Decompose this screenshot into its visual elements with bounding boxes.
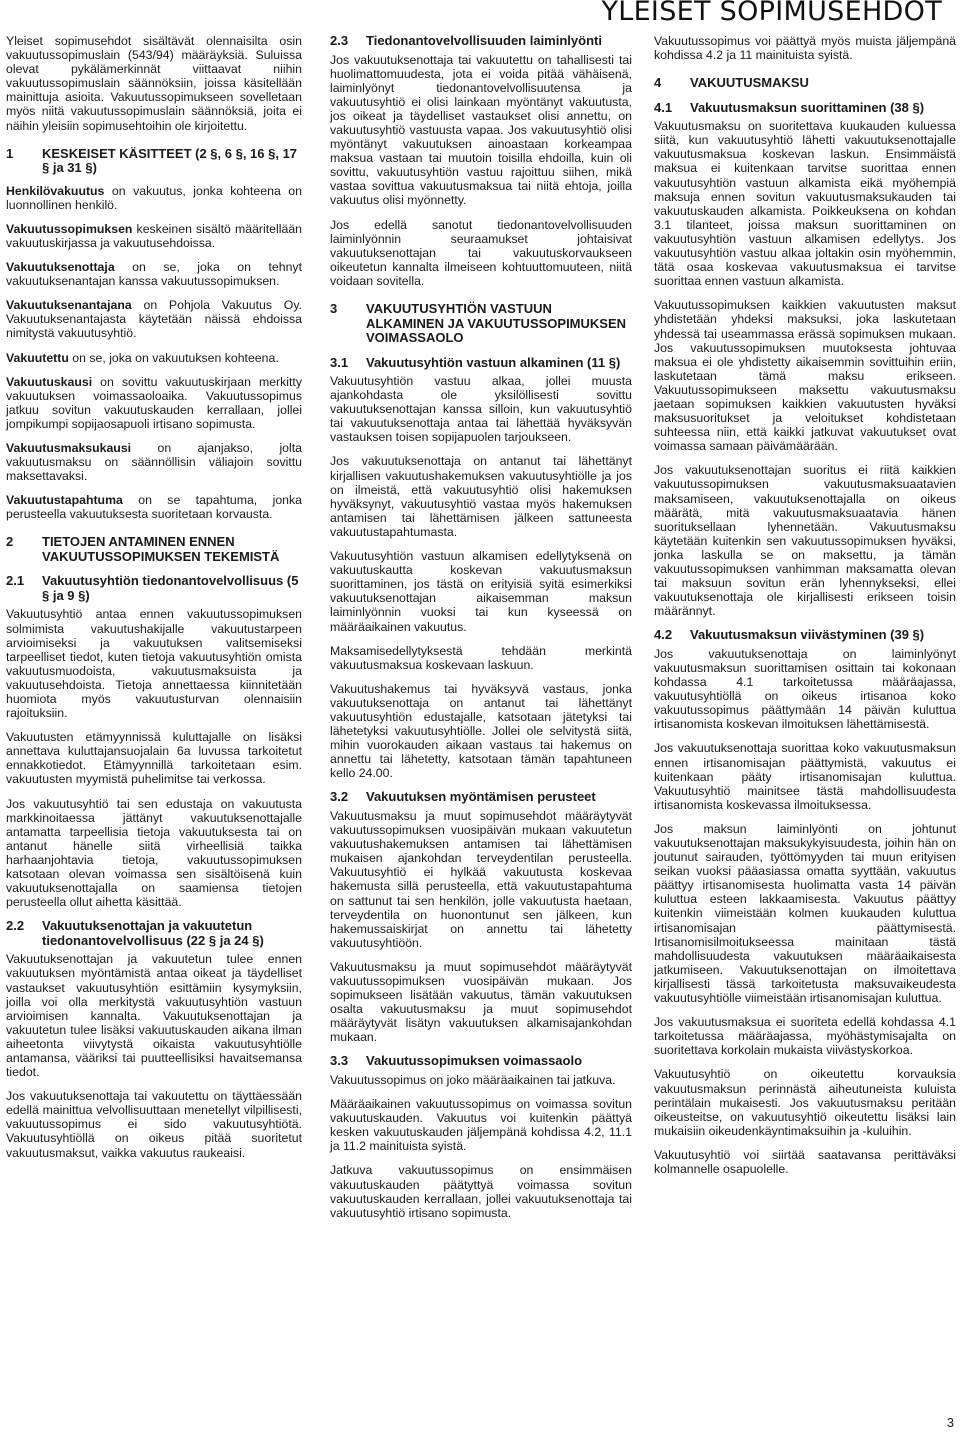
paragraph: Jos vakuutusyhtiö tai sen edustaja on vakuutusta markkinoitaessa jättänyt vakuutuksenottajalle antamatta tarpeellisia tietoja vakuutuksesta tai on antanut hänelle siitä virheellisiä taikka harhaanjohtavia tietoja, vakuutussopimuksen katsotaan olevan voimassa sen sisältöisenä kuin vakuutuksenottajalla on saamiensa tietojen perusteella ollut aihetta käsittää. [6,796,302,910]
subsection-number: 2.3 [330,33,349,48]
definition-vakuutussopimuksen [6,222,302,250]
paragraph: Vakuutusyhtiö antaa ennen vakuutussopimuksen solmimista vakuutushakijalle vakuutustarpeen arvioimiseksi ja vakuutuksen valitsemiseksi tarpeelliset tiedot, kuten tietoja vakuutusyhtiön omista vakuutusmuodoista, vakuutusmaksuista ja vakuutusehdoista. Tietoja annettaessa kiinnitetään huomiota myös vakuutusturvan olennaisiin rajoituksiin. [6,607,302,721]
section-number: 4 [654,75,662,91]
paragraph: Jatkuva vakuutussopimus on ensimmäisen vakuutuskauden päätyttyä voimassa sovitun vakuutuskauden kerrallaan, jollei vakuutuksenottaja tai vakuutusyhtiö irtisano sopimusta. [330,1163,632,1220]
definition-text: on sovittu vakuutuskirjaan merkitty vakuutuksen voimassaoloaika. Vakuutussopimus jatkuu sovitun vakuutuskauden kerrallaan, jollei jompikumpi sopijaosapuoli irtisano sopimusta. [6,374,302,431]
subsection-heading-3-3 [330,1054,632,1069]
subsection-number: 2.1 [6,573,25,589]
paragraph: Määräaikainen vakuutussopimus on voimassa sovitun vakuutuskauden. Vakuutus voi kuitenkin päättyä kesken vakuutuskauden jäljempänä kohdissa 4.2, 11.1 ja 11.2 mainituista syistä. [330,1097,632,1154]
paragraph: Vakuutussopimuksen kaikkien vakuutusten maksut yhdistetään yhdeksi maksuksi, joka laskutetaan yhdessä tai useammassa erässä sopimuksen mukaan. Jos vakuutussopimuksen muutoksesta johtuvaa maksua ei ole yhdistetty aikaisemmin sovittuihin eriin, laskutetaan tämä maksu erikseen. Vakuutussopimukseen maksettu vakuutusmaksu jaetaan sopimuksen kaikkien vakuutusten hyväksi maksusuoritukset ja veloitukset kohdistetaan suhteessa niin, että kaikki jatkuvat vakuutukset ovat voimassa samaan päivämäärään. [654,298,956,454]
subsection-title: Vakuutussopimuksen voimassaolo [366,1053,583,1069]
term: Vakuutusmaksukausi [6,440,132,455]
paragraph: Vakuutusmaksu on suoritettava kuukauden kuluessa siitä, kun vakuutusyhtiö lähetti vakuutuksenottajalle vakuutusmaksua koskevan laskun. Ensimmäistä maksua ei kuitenkaan tarvitse suorittaa ennen vakuutusyhtiön vastuun alkamista eikä myöhempiä maksuja ennen sovitun vakuutusmaksukauden tai vakuutuskauden alkamista. Poikkeuksena on kohdan 3.1 tilanteet, joissa maksun suorittaminen on vakuutusyhtiön vastuun alkamisen edellytys. Jos vakuutusyhtiön vastuu alkaa joltakin osin myöhemmin, tätä osaa koskevaa vakuutusmaksua ei tarvitse suorittaa ennen vastuun alkamista. [654,119,956,289]
term: Vakuutuskausi [6,374,93,389]
definition-vakuutettu [6,351,302,365]
paragraph: Jos vakuutuksenottaja on antanut tai lähettänyt kirjallisen vakuutushakemuksen vakuutusyhtiölle ja jos on ilmeistä, että vakuutusyhtiö olisi hakemuksen hyväksynyt, vakuutusyhtiö vastaa myös hakemuksen antamisen tai lähettämisen jälkeen sattuneesta vakuutustapahtumasta. [330,454,632,539]
term: Vakuutuksenantajana [6,298,132,313]
subsection-title: Vakuutusyhtiön tiedonantovelvollisuus (5 § ja 9 §) [42,573,299,603]
paragraph: Vakuutusmaksu ja muut sopimusehdot määräytyvät vakuutussopimuksen vuosipäivän mukaan. Jos sopimukseen lisätään vakuutus, tämän vakuutuksen osalta vakuutusmaksu ja muut sopimusehdot määräytyvät lisätyn vakuutuksen alkamisajankohdan mukaan. [330,959,632,1045]
section-heading-4 [654,76,956,91]
section-heading-3 [330,302,632,346]
paragraph: Vakuutussopimus on joko määräaikainen tai jatkuva. [330,1072,616,1087]
paragraph: Jos vakuutuksenottaja on laiminlyönyt vakuutusmaksun suorittamisen osittain tai kokonaan kohdassa 4.1 tarkoitetussa määräajassa, vakuutusyhtiöllä on oikeus irtisanoa koko vakuutussopimus päättymään 14 päivän kuluttua irtisanomista koskevan ilmoituksen lähettämisestä. [654,646,956,732]
column-2 [330,34,632,1230]
subsection-heading-2-1 [6,574,302,603]
definition-text: on se tapahtuma, jonka perusteella vakuutuksesta suoritetaan korvausta. [6,493,302,522]
paragraph: Vakuutusyhtiö on oikeutettu korvauksia vakuutusmaksun perinnästä aiheutuneista kuluista perintälain mukaisesti. Jos vakuutusmaksu peritään oikeusteitse, on vakuutusyhtiö oikeutettu lisäksi lain mukaisiin oikeudenkäyntimaksuihin ja -kuluihin. [654,1067,956,1138]
definition-vakuutustapahtuma [6,493,302,521]
paragraph: Jos vakuutuksenottaja suorittaa koko vakuutusmaksun ennen irtisanomisajan päättymistä, vakuutus ei kuitenkaan pääty irtisanomisajan kuluttua. Vakuutusyhtiö mainitsee tästä mahdollisuudesta irtisanomista koskevassa ilmoituksessa. [654,741,956,812]
term: Vakuutettu [6,350,69,365]
paragraph: Vakuutusten etämyynnissä kuluttajalle on lisäksi annettava kuluttajansuojalain 6a luvussa tarkoitetut ennakkotiedot. Etämyynnillä tarkoitetaan esim. vakuutusten myymistä puhelimitse tai verkossa. [6,730,302,787]
paragraph: Jos vakuutuksenottaja tai vakuutettu on täyttäessään edellä mainittua velvollisuuttaan menetellyt vilpillisesti, vakuutussopimus ei sido vakuutusyhtiötä. Vakuutusyhtiöllä on oikeus pitää suoritetut vakuutusmaksut, vaikka vakuutus raukeaisi. [6,1089,302,1160]
section-title: TIETOJEN ANTAMINEN ENNEN VAKUUTUSSOPIMUKSEN TEKEMISTÄ [42,534,280,564]
page-number: 3 [946,1415,954,1430]
paragraph: Jos maksun laiminlyönti on johtunut vakuutuksenottajan maksukykyisuudesta, joihin hän on joutunut sairauden, työttömyyden tai muun erityisen seikan vuoksi pääasiassa omatta syyttään, vakuutus päättyy irtisanomisesta huolimatta vasta 14 päivän kuluttua esteen lakkaamisesta. Vakuutus päättyy kuitenkin viimeistään kolmen kuukauden kuluttua irtisanomisajan päättymisestä. Irtisanomisilmoitukseessa mainitaan tästä mahdollisuudesta vakuutuksen määräaikaisesta jatkumiseen. Vakuutuksenottajan on ilmoitettava kirjallisesti tässä tarkoitetusta maksuvaikeudesta vakuutusyhtiölle viimeistään irtisanomisajan kuluttua. [654,821,956,1006]
subsection-title: Vakuutusmaksun viivästyminen (39 §) [690,627,925,643]
column-3 [654,34,956,1186]
subsection-heading-4-1 [654,101,956,116]
section-title: KESKEISET KÄSITTEET (2 §, 6 §, 16 §, 17 § ja 31 §) [42,145,298,176]
paragraph: Vakuutusyhtiö voi siirtää saatavansa perittäväksi kolmannelle osapuolelle. [654,1147,956,1176]
subsection-heading-3-1 [330,356,632,371]
paragraph: Maksamisedellytyksestä tehdään merkintä vakuutusmaksua koskevaan laskuun. [330,643,632,672]
page-title: YLEISET SOPIMUSEHDOT [601,0,942,27]
subsection-title: Vakuutusyhtiön vastuun alkaminen (11 §) [366,354,621,370]
definition-vakuutuskausi [6,375,302,431]
paragraph: Jos vakuutuksenottajan suoritus ei riitä kaikkien vakuutussopimuksen vakuutusmaksuaatavien maksamiseen, vakuutuksenottajalla on oikeus määrätä, mitä vakuutusmaksuaatavia hänen suorituksellaan lyhennetään. Vakuutusmaksu käytetään kuitenkin sen vakuutussopimuksen hyväksi, jonka laskulla se on maksettu, ja tämän vakuutussopimuksen vanhimman maksamatta olevan tai maksuun sovitun erän lyhennykseksi, ellei vakuutuksenottaja ole kirjallisesti erikseen toisin määrännyt. [654,463,956,619]
section-number: 1 [6,145,14,161]
paragraph: Jos vakuutusmaksua ei suoriteta edellä kohdassa 4.1 tarkoitetussa määräajassa, myöhästymisajalta on suoritettava korkolain mukaista viivästyskorkoa. [654,1015,956,1058]
section-title: VAKUUTUSYHTIÖN VASTUUN ALKAMINEN JA VAKUUTUSSOPIMUKSEN VOIMASSAOLO [366,301,627,345]
subsection-number: 4.2 [654,627,673,643]
definition-vakuutusmaksukausi [6,441,302,483]
subsection-heading-2-2 [6,919,302,948]
subsection-heading-2-3 [330,34,632,49]
definition-text: keskeinen sisältö määritellään vakuutuskirjassa ja vakuutusehdoissa. [6,221,302,250]
section-number: 2 [6,534,14,550]
subsection-number: 2.2 [6,918,25,934]
term: Henkilövakuutus [6,183,105,198]
definition-text: on vakuutus, jonka kohteena on luonnollinen henkilö. [6,183,302,212]
subsection-heading-3-2 [330,790,632,805]
definition-henkilovakuutus [6,184,302,212]
section-heading-2 [6,535,302,564]
paragraph: Vakuutusyhtiön vastuun alkamisen edellytyksenä on vakuutuskautta koskevan vakuutusmaksun suorittaminen, jos tästä on erityisiä syitä esimerkiksi vakuutuksenottajan aikaisemman maksun laiminlyönnin vuoksi tai kun kyseessä on määräaikainen vakuutus. [330,549,632,634]
paragraph: Vakuutussopimus voi päättyä myös muista jäljempänä kohdissa 4.2 ja 11 mainituista syistä. [654,34,956,63]
subsection-title: Vakuutuksen myöntämisen perusteet [366,789,596,805]
definition-text: on ajanjakso, jolta vakuutusmaksu on säännöllisin väliajoin sovittu maksettavaksi. [6,440,302,484]
section-title: VAKUUTUSMAKSU [690,75,809,91]
term: Vakuutuksenottaja [6,260,115,275]
subsection-heading-4-2 [654,628,956,643]
paragraph: Vakuutusmaksu ja muut sopimusehdot määräytyvät vakuutussopimuksen vuosipäivän mukaan vakuutetun vakuutushakemuksen antamisen tai lähettämisen mukaisen ajankohdan terveydentilan perusteella. Vakuutusyhtiö ei hylkää vakuutusta koskevaa hakemusta sillä perusteella, että vakuutustapahtuma on sattunut tai sen henkilön, jolle vakuutusta haetaan, terveydentila on huonontunut sen jälkeen, kun hakemussaiskirjat on annettu tai lähetetty vakuutusyhtiöön. [330,808,632,950]
paragraph: Jos edellä sanotut tiedonantovelvollisuuden laiminlyönnin seuraamukset johtaisivat vakuutuksenottajan tai vakuutuskorvaukseen oikeutetun kannalta ilmeiseen kohtuuttomuuteen, niitä voidaan sovitella. [330,217,632,288]
intro-paragraph: Yleiset sopimusehdot sisältävät olennaisilta osin vakuutussopimuslain (543/94) määräyksiä. Suluissa olevat pykälämerkinnät viittaavat niihin vakuutussopimuslain säännöksiin, joissa käsitellään mainittuja asioita. Vakuutussopimukseen sovelletaan myös niitä vakuutussopimuslain säännöksiä, joita ei näihin yleisiin sopimusehtoihin ole kirjoitettu. [6,34,302,133]
subsection-number: 3.2 [330,789,349,805]
subsection-title: Vakuutuksenottajan ja vakuutetun tiedonantovelvollisuus (22 § ja 24 §) [42,918,264,948]
term: Vakuutussopimuksen [6,221,133,236]
paragraph: Jos vakuutuksenottaja tai vakuutettu on tahallisesti tai huolimattomuudesta, jota ei voida pitää vähäisenä, laiminlyönyt tiedonantovelvollisuutensa ja vakuutusyhtiö ei olisi lainkaan myöntänyt vakuutusta, jos oikeat ja täydelliset vastaukset olisi annettu, on vakuutusyhtiö vastuusta vapaa. Jos vakuutusyhtiö olisi myöntänyt vakuutuksen ainoastaan korkeampaa maksua vastaan tai muutoin toisilla ehdoilla, kuin oli sovittu, vakuutusyhtiön vastuu rajoittuu siihen, mikä vastaa sovittua vakuutusmaksua tai niitä ehtoja, joilla vakuutus olisi myönnetty. [330,52,632,208]
definition-text: on Pohjola Vakuutus Oy. Vakuutuksenantajasta käytetään näissä ehdoissa nimitystä vakuutusyhtiö. [6,298,302,341]
definition-text: on se, joka on vakuutuksen kohteena. [68,350,279,365]
subsection-title: Vakuutusmaksun suorittaminen (38 §) [690,99,925,115]
subsection-number: 3.3 [330,1053,349,1069]
paragraph: Vakuutusyhtiön vastuu alkaa, jollei muusta ajankohdasta ole yksilöllisesti sovittu vakuutuksenottajan kanssa silloin, kun vakuutusyhtiö tai vakuutuksenottaja antaa tai lähettää hyväksyvän vastauksen toisen sopijapuolen tarjoukseen. [330,374,632,445]
subsection-number: 3.1 [330,354,349,370]
section-heading-1 [6,147,302,176]
paragraph: Vakuutuksenottajan ja vakuutetun tulee ennen vakuutuksen myöntämistä antaa oikeat ja täydelliset vastaukset vakuutusyhtiön esittämiin kysymyksiin, joilla voi olla merkitystä vakuutusyhtiön vastuun arvioimisen kannalta. Vakuutuksenottajan ja vakuutetun tulee lisäksi vakuutuskauden aikana ilman aiheetonta viivytystä oikaista vakuutusyhtiölle antamansa, vääriksi tai puutteellisiksi havaitsemansa tiedot. [6,952,302,1080]
section-number: 3 [330,301,338,316]
definition-vakuutuksenantajana [6,298,302,340]
term: Vakuutustapahtuma [6,493,123,508]
definition-vakuutuksenottaja [6,260,302,288]
column-1 [6,34,302,1170]
subsection-title: Tiedonantovelvollisuuden laiminlyönti [366,33,602,48]
subsection-number: 4.1 [654,99,673,115]
definition-text: on se, joka on tehnyt vakuutuksenantajan kanssa vakuutussopimuksen. [6,260,302,289]
paragraph: Vakuutushakemus tai hyväksyvä vastaus, jonka vakuutuksenottaja on antanut tai lähettänyt vakuutusyhtiön edustajalle, katsotaan jätetyksi tai lähetetyksi vakuutusyhtiölle. Jollei ole selvitystä siitä, mihin vuorokauden aikaan vastaus tai hakemus on annettu tai lähetetty, katsotaan tämän tapahtuneen kello 24.00. [330,681,632,781]
